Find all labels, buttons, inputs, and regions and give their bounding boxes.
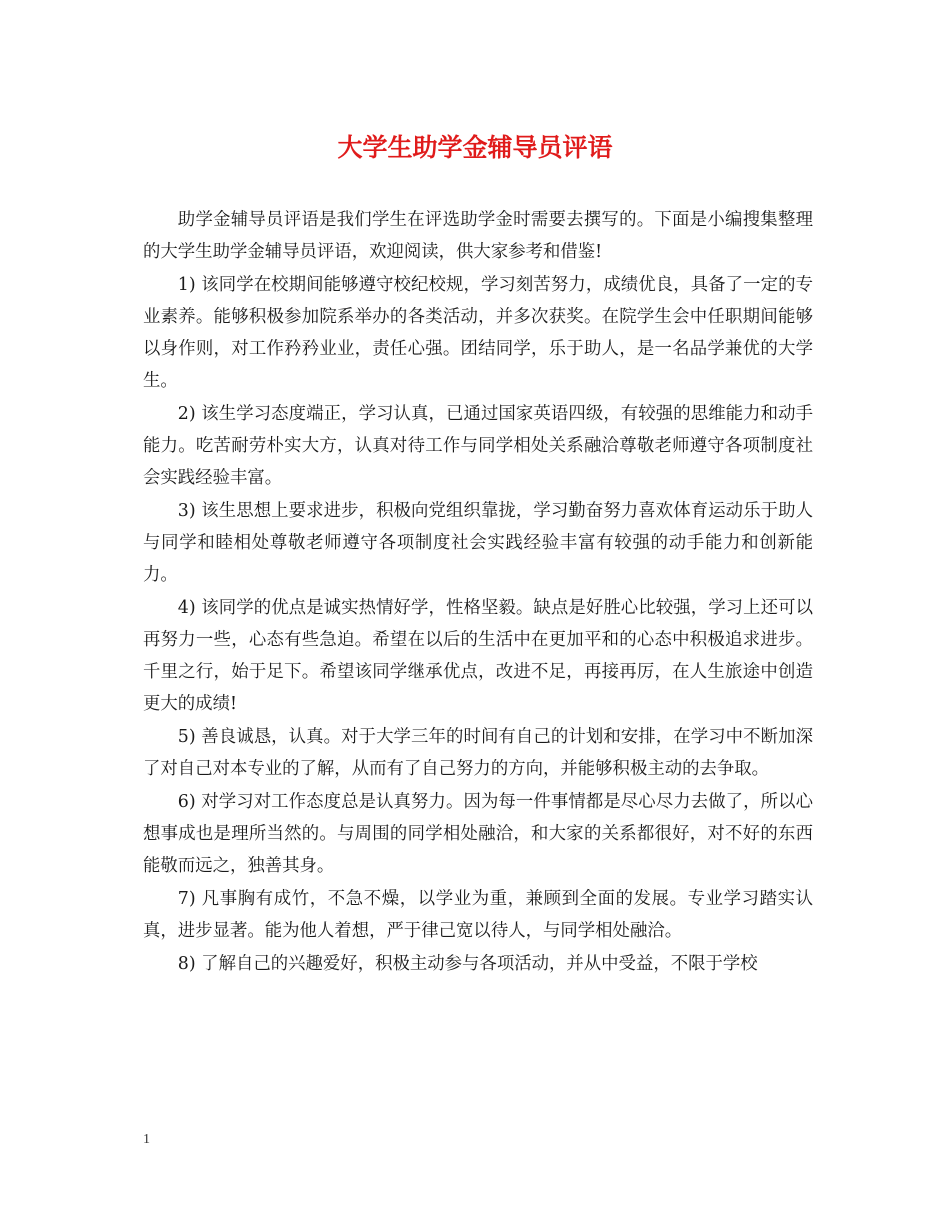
comment-paragraph-2: 2) 该生学习态度端正，学习认真，已通过国家英语四级，有较强的思维能力和动手能力。吃苦耐劳朴实大方，认真对待工作与同学相处关系融洽尊敬老师遵守各项制度社会实践经验丰富。 xyxy=(143,404,813,488)
document-title: 大学生助学金辅导员评语 xyxy=(337,133,613,162)
comment-paragraph-7: 7) 凡事胸有成竹，不急不燥，以学业为重，兼顾到全面的发展。专业学习踏实认真，进步显著。能为他人着想，严于律己宽以待人，与同学相处融洽。 xyxy=(143,889,813,941)
intro-paragraph: 助学金辅导员评语是我们学生在评选助学金时需要去撰写的。下面是小编搜集整理的大学生助学金辅导员评语，欢迎阅读，供大家参考和借鉴! xyxy=(143,210,813,262)
page-number: 1 xyxy=(143,1132,150,1147)
comment-paragraph-3: 3) 该生思想上要求进步，积极向党组织靠拢，学习勤奋努力喜欢体育运动乐于助人与同学和睦相处尊敬老师遵守各项制度社会实践经验丰富有较强的动手能力和创新能力。 xyxy=(143,501,813,585)
comment-paragraph-5: 5) 善良诚恳，认真。对于大学三年的时间有自己的计划和安排，在学习中不断加深了对自己对本专业的了解，从而有了自己努力的方向，并能够积极主动的去争取。 xyxy=(143,727,813,779)
comment-paragraph-6: 6) 对学习对工作态度总是认真努力。因为每一件事情都是尽心尽力去做了，所以心想事成也是理所当然的。与周围的同学相处融洽，和大家的关系都很好，对不好的东西能敬而远之，独善其身。 xyxy=(143,792,813,876)
comment-paragraph-1: 1) 该同学在校期间能够遵守校纪校规，学习刻苦努力，成绩优良，具备了一定的专业素养。能够积极参加院系举办的各类活动，并多次获奖。在院学生会中任职期间能够以身作则，对工作矜矜业业，责任心强。团结同学，乐于助人，是一名品学兼优的大学生。 xyxy=(143,275,813,391)
comment-paragraph-8: 8) 了解自己的兴趣爱好，积极主动参与各项活动，并从中受益，不限于学校 xyxy=(177,954,758,974)
document-body xyxy=(143,204,813,981)
comment-paragraph-4: 4) 该同学的优点是诚实热情好学，性格坚毅。缺点是好胜心比较强，学习上还可以再努力一些，心态有些急迫。希望在以后的生活中在更加平和的心态中积极追求进步。千里之行，始于足下。希望该同学继承优点，改进不足，再接再厉，在人生旅途中创造更大的成绩! xyxy=(143,598,813,714)
